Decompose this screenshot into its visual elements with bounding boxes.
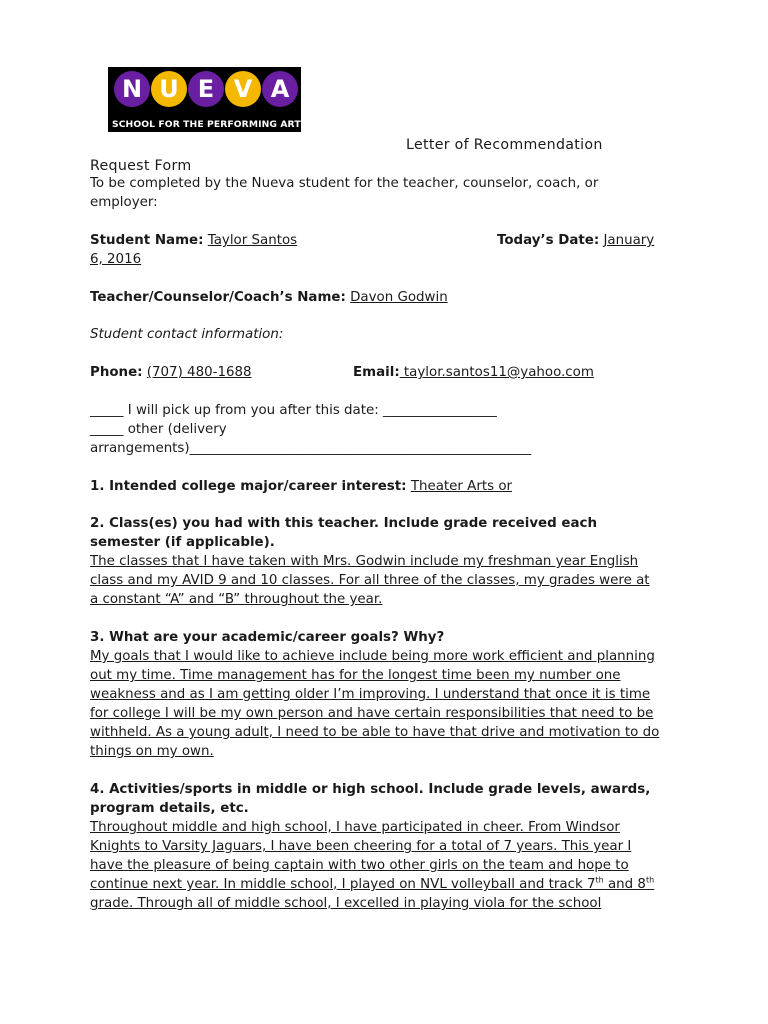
logo-letter-e: E [188, 71, 224, 107]
question-3-answer-line: weakness and as I am getting older I’m improving. I understand that once it is time [90, 687, 651, 702]
email-row [353, 363, 594, 382]
logo-letter-v: V [225, 71, 261, 107]
logo-letter-u: U [151, 71, 187, 107]
question-4-answer-line: grade. Through all of middle school, I excelled in playing viola for the school [90, 896, 602, 911]
phone-row [90, 363, 252, 382]
todays-date-row [497, 231, 654, 250]
other-delivery-line1: _____ other (delivery [90, 422, 227, 437]
other-delivery-line2: arrangements)___________________________________________________ [90, 441, 532, 456]
ordinal-suffix: th [645, 875, 655, 885]
question-3-answer-line: My goals that I would like to achieve include being more work efficient and planning [90, 649, 655, 664]
question-4-answer-text: and 8 [603, 877, 646, 892]
todays-date-label: Today’s Date: [497, 233, 600, 248]
question-2-line1: 2. Class(es) you had with this teacher. Include grade received each [90, 516, 597, 531]
contact-heading: Student contact information: [90, 327, 284, 342]
question-4-answer-text: continue next year. In middle school, I played on NVL volleyball and track 7 [90, 877, 596, 892]
logo-letter-n: N [114, 71, 150, 107]
question-3-label: 3. What are your academic/career goals? Why? [90, 630, 445, 645]
question-3-answer-line: for college I will be my own person and have certain responsibilities that need to be [90, 706, 654, 721]
question-1-row [90, 477, 512, 496]
phone-label: Phone: [90, 365, 143, 380]
todays-date-value: January [603, 233, 655, 248]
student-name-value: Taylor Santos [207, 233, 298, 248]
logo-letter-a: A [262, 71, 298, 107]
email-value: taylor.santos11@yahoo.com [399, 365, 594, 380]
student-name-row [90, 231, 297, 250]
todays-date-value-cont: 6, 2016 [90, 252, 142, 267]
ordinal-suffix: th [595, 875, 604, 885]
question-2-line2: semester (if applicable). [90, 535, 275, 550]
question-2-answer-line: class and my AVID 9 and 10 classes. For all three of the classes, my grades were at [90, 573, 650, 588]
question-4-answer-line: Knights to Varsity Jaguars, I have been cheering for a total of 7 years. This year I [90, 839, 632, 854]
student-name-label: Student Name: [90, 233, 204, 248]
question-1-answer: Theater Arts or [410, 479, 513, 494]
question-3-answer-line: out my time. Time management has for the longest time been my number one [90, 668, 621, 683]
instructions-line2: employer: [90, 195, 158, 210]
pickup-line: _____ I will pick up from you after this date: _________________ [90, 403, 497, 418]
nueva-logo [108, 67, 308, 132]
form-title-line1: Letter of Recommendation [406, 137, 603, 153]
question-3-answer-line: withheld. As a young adult, I need to be able to have that drive and motivation to do [90, 725, 660, 740]
logo-letters [112, 71, 298, 113]
question-3-answer-line: things on my own. [90, 744, 214, 759]
question-4-line2: program details, etc. [90, 801, 249, 816]
teacher-value: Davon Godwin [350, 290, 448, 305]
phone-value: (707) 480-1688 [146, 365, 252, 380]
question-4-answer-line: Throughout middle and high school, I have participated in cheer. From Windsor [90, 820, 620, 835]
logo-tagline: SCHOOL FOR THE PERFORMING ARTS [112, 119, 308, 130]
question-2-answer-line: a constant “A” and “B” throughout the year. [90, 592, 383, 607]
question-2-answer-line: The classes that I have taken with Mrs. Godwin include my freshman year English [90, 554, 639, 569]
form-title-line2: Request Form [90, 158, 192, 174]
question-4-line1: 4. Activities/sports in middle or high school. Include grade levels, awards, [90, 782, 651, 797]
instructions-line1: To be completed by the Nueva student for the teacher, counselor, coach, or [90, 176, 599, 191]
question-1-label: 1. Intended college major/career interest: [90, 479, 407, 494]
question-4-answer-line: have the pleasure of being captain with two other girls on the team and hope to [90, 858, 629, 873]
teacher-label: Teacher/Counselor/Coach’s Name: [90, 290, 346, 305]
question-4-answer-line [90, 875, 654, 894]
teacher-row [90, 288, 448, 307]
email-label: Email: [353, 365, 400, 380]
